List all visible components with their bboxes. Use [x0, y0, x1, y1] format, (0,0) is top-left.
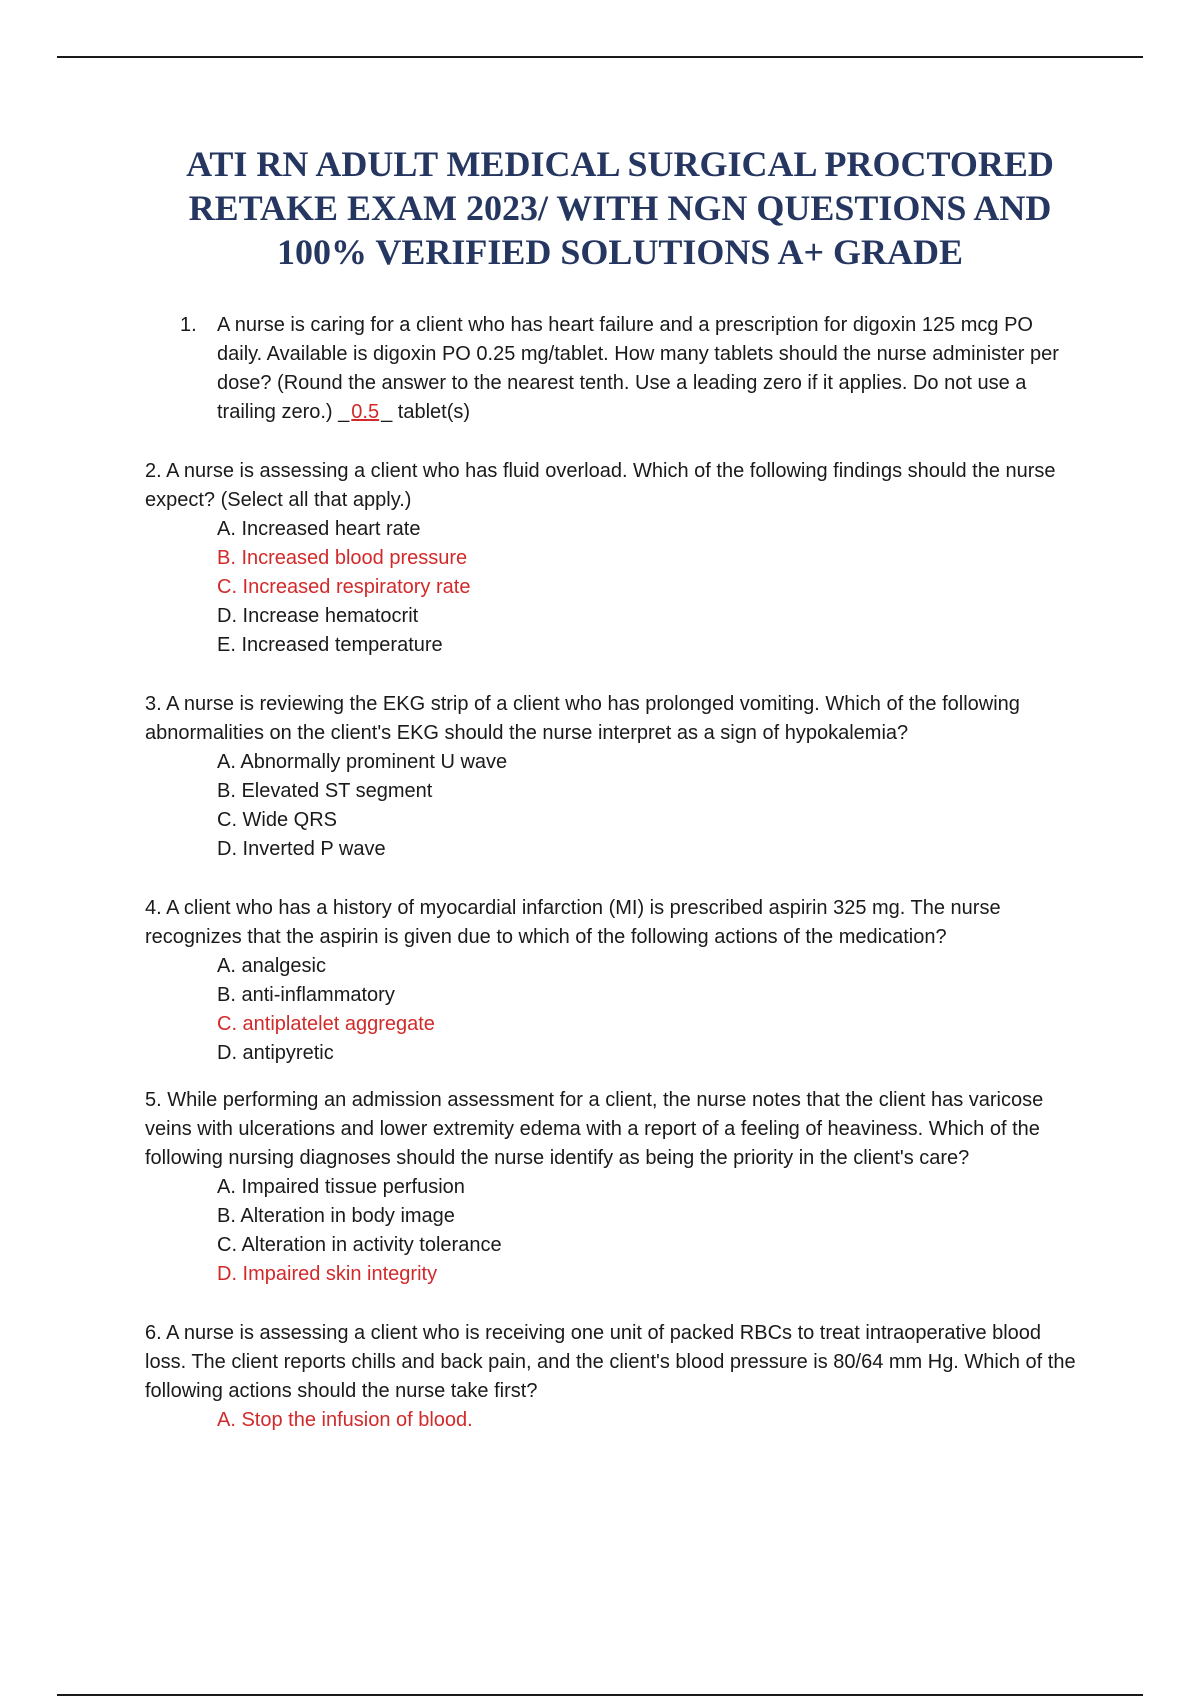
- title-line: RETAKE EXAM 2023/ WITH NGN QUESTIONS AND: [188, 188, 1052, 228]
- answer-unit: tablet(s): [397, 401, 471, 423]
- option-d: D. Increase hematocrit: [217, 605, 419, 627]
- option-c-correct: C. antiplatelet aggregate: [217, 1013, 435, 1035]
- title-line: 100% VERIFIED SOLUTIONS A+ GRADE: [277, 232, 963, 272]
- question-stem: 3. A nurse is reviewing the EKG strip of a client who has prolonged vomiting. Which of the following abnormalities on the client's EKG should the nurse interpret as a sign of hypokalemia?: [145, 693, 1020, 744]
- option-a: A. Abnormally prominent U wave: [217, 751, 508, 773]
- question-4: [145, 894, 1080, 1068]
- question-5: [145, 1086, 1080, 1289]
- question-list: [145, 311, 1080, 1435]
- option-list: [145, 1406, 1080, 1435]
- title-line: ATI RN ADULT MEDICAL SURGICAL PROCTORED: [186, 144, 1054, 184]
- option-d-correct: D. Impaired skin integrity: [217, 1263, 438, 1285]
- question-2: [145, 457, 1080, 660]
- option-b: B. Elevated ST segment: [217, 780, 433, 802]
- question-1: [180, 311, 1080, 427]
- option-list: [145, 515, 1080, 660]
- option-list: [145, 1173, 1080, 1289]
- option-b: B. anti-inflammatory: [217, 984, 395, 1006]
- option-a: A. Impaired tissue perfusion: [217, 1176, 465, 1198]
- option-list: [145, 748, 1080, 864]
- question-stem: [217, 311, 1080, 427]
- option-c: C. Alteration in activity tolerance: [217, 1234, 502, 1256]
- question-6: [145, 1319, 1080, 1435]
- option-a: A. analgesic: [217, 955, 326, 977]
- blank-before: _: [338, 401, 350, 423]
- question-stem: 5. While performing an admission assessment for a client, the nurse notes that the client has varicose veins with ulcerations and lower extremity edema with a report of a feeling of heaviness. Which of the following nursing diagnoses should the nurse identify as being the priority in the client's care?: [145, 1089, 1044, 1169]
- question-3: [145, 690, 1080, 864]
- option-e: E. Increased temperature: [217, 634, 443, 656]
- option-b-correct: B. Increased blood pressure: [217, 547, 468, 569]
- option-b: B. Alteration in body image: [217, 1205, 455, 1227]
- option-c: C. Wide QRS: [217, 809, 338, 831]
- question-stem: 6. A nurse is assessing a client who is receiving one unit of packed RBCs to treat intraoperative blood loss. The client reports chills and back pain, and the client's blood pressure is 80/64 mm Hg. Which of the following actions should the nurse take first?: [145, 1322, 1076, 1402]
- document-title: [120, 142, 1120, 274]
- option-d: D. antipyretic: [217, 1042, 334, 1064]
- header-rule: [57, 56, 1143, 58]
- footer-rule: [57, 1694, 1143, 1696]
- question-number: 1.: [180, 314, 197, 336]
- option-c-correct: C. Increased respiratory rate: [217, 576, 471, 598]
- option-a-correct: A. Stop the infusion of blood.: [217, 1409, 473, 1431]
- option-d: D. Inverted P wave: [217, 838, 386, 860]
- answer-blank: 0.5: [351, 401, 380, 423]
- option-a: A. Increased heart rate: [217, 518, 421, 540]
- option-list: [145, 952, 1080, 1068]
- question-stem: 2. A nurse is assessing a client who has fluid overload. Which of the following findings should the nurse expect? (Select all that apply.): [145, 460, 1056, 511]
- blank-after: _: [381, 401, 393, 423]
- question-stem: 4. A client who has a history of myocardial infarction (MI) is prescribed aspirin 325 mg. The nurse recognizes that the aspirin is given due to which of the following actions of the medication?: [145, 897, 1001, 948]
- question-text: A nurse is caring for a client who has heart failure and a prescription for digoxin 125 mcg PO daily. Available is digoxin PO 0.25 mg/tablet. How many tablets should the nurse administer per dose? (Round the answer to the nearest tenth. Use a leading zero if it applies. Do not use a trailing zero.): [217, 314, 1059, 423]
